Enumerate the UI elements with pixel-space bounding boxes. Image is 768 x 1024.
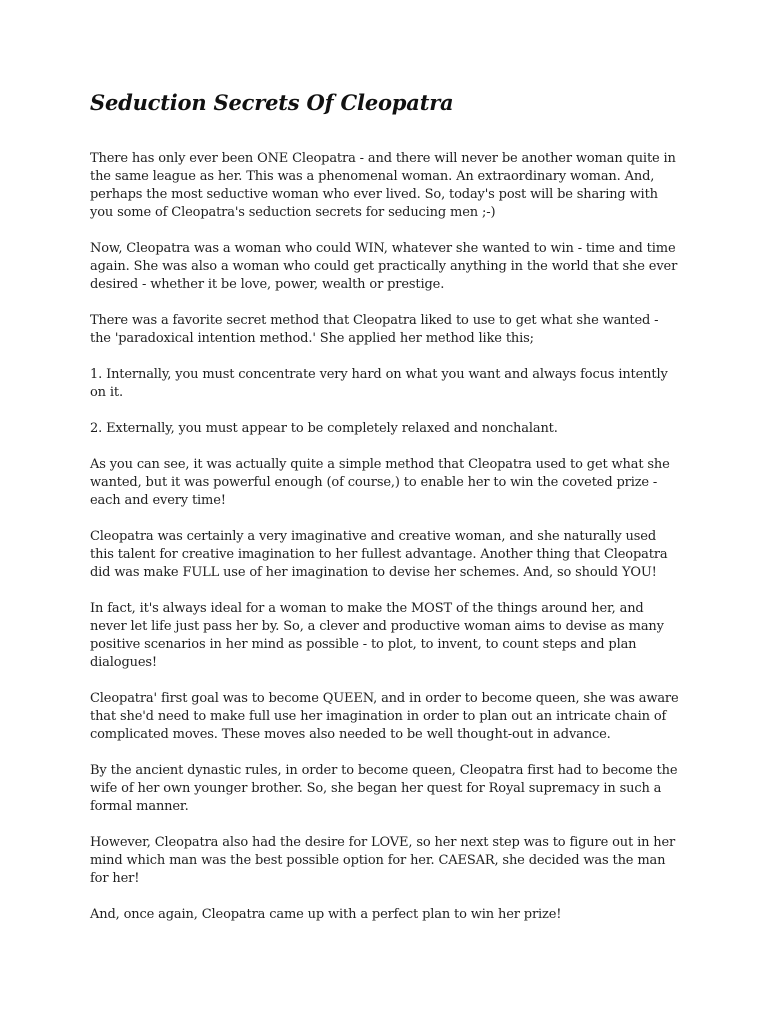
paragraph-make-the-most: In fact, it's always ideal for a woman to make the MOST of the things around her, and never let life just pass her by. So, a clever and productive woman aims to devise as many positive scenarios in her mind as possible - to plot, to invent, to count steps and plan dialogues! (90, 601, 664, 670)
page-title: Seduction Secrets Of Cleopatra (90, 90, 454, 115)
paragraph-love: However, Cleopatra also had the desire for LOVE, so her next step was to figure out in her mind which man was the best possible option for her. CAESAR, she decided was the man for her! (90, 835, 676, 886)
paragraph-method: There was a favorite secret method that Cleopatra liked to use to get what she wanted - the 'paradoxical intention method.' She applied her method like this; (90, 313, 659, 346)
paragraph-queen-goal: Cleopatra' first goal was to become QUEEN, and in order to become queen, she was aware that she'd need to make full use her imagination in order to plan out an intricate chain of complicated moves. These moves also needed to be well thought-out in advance. (90, 691, 679, 742)
paragraph-perfect-plan: And, once again, Cleopatra came up with a perfect plan to win her prize! (90, 907, 562, 922)
document-body (90, 88, 680, 942)
paragraph-win: Now, Cleopatra was a woman who could WIN, whatever she wanted to win - time and time again. She was also a woman who could get practically anything in the world that she ever desired - whether it be love, power, wealth or prestige. (90, 241, 678, 292)
paragraph-imagination: Cleopatra was certainly a very imaginative and creative woman, and she naturally used this talent for creative imagination to her fullest advantage. Another thing that Cleopatra did was make FULL use of her imagination to devise her schemes. And, so should YOU! (90, 529, 668, 580)
paragraph-intro: There has only ever been ONE Cleopatra - and there will never be another woman quite in the same league as her. This was a phenomenal woman. An extraordinary woman. And, perhaps the most seductive woman who ever lived. So, today's post will be sharing with you some of Cleopatra's seduction secrets for seducing men ;-) (90, 151, 676, 220)
paragraph-simple-method: As you can see, it was actually quite a simple method that Cleopatra used to get what she wanted, but it was powerful enough (of course,) to enable her to win the coveted prize - each and every time! (90, 457, 670, 508)
paragraph-dynastic-rules: By the ancient dynastic rules, in order to become queen, Cleopatra first had to become the wife of her own younger brother. So, she began her quest for Royal supremacy in such a formal manner. (90, 763, 678, 814)
paragraph-step-1: 1. Internally, you must concentrate very hard on what you want and always focus intently on it. (90, 367, 668, 400)
paragraph-step-2: 2. Externally, you must appear to be completely relaxed and nonchalant. (90, 421, 558, 436)
